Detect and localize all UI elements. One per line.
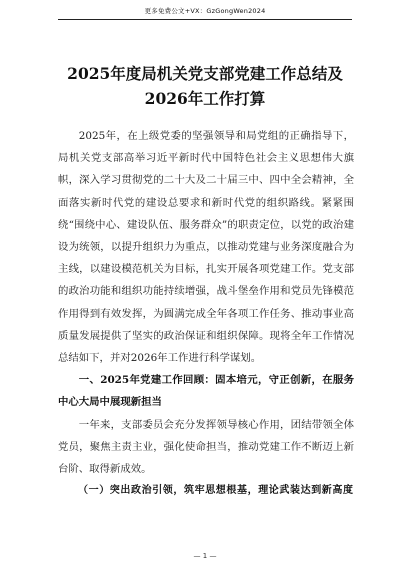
title-line-2: 2026年工作打算	[144, 89, 266, 108]
document-title	[40, 61, 370, 111]
intro-paragraph: 2025年，在上级党委的坚强领导和局党组的正确指导下，局机关党支部高举习近平新时代中国特色社会主义思想伟大旗帜，深入学习贯彻党的二十大及二十届三中、四中全会精神，全面落实新时代党的建设总要求和新时代党的组织路线。紧紧围绕“围绕中心、建设队伍、服务群众”的职责定位，以党的政治建设为统领，以提升组织力为重点，以推动党建与业务深度融合为主线，以建设模范机关为目标，扎实开展各项党建工作。党支部的政治功能和组织功能持续增强，战斗堡垒作用和党员先锋模范作用得到有效发挥，为圆满完成全年各项工作任务、推动事业高质量发展提供了坚实的政治保证和组织保障。现将全年工作情况总结如下，并对2026年工作进行科学谋划。	[58, 130, 354, 365]
subsection-heading-1: （一）突出政治引领，筑牢思想根基，理论武装达到新高度	[78, 485, 354, 497]
title-line-1: 2025年度局机关党支部党建工作总结及	[67, 64, 343, 83]
document-body	[58, 125, 354, 502]
section-paragraph: 一年来，支部委员会充分发挥领导核心作用，团结带领全体党员，聚焦主责主业，强化使命担当，推动党建工作不断迈上新台阶、取得新成效。	[58, 418, 354, 476]
header-divider	[58, 19, 352, 20]
page-number: — 1 —	[193, 552, 217, 560]
header-note: 更多免费公文+VX：GzGongWen2024	[144, 7, 266, 15]
section-heading-1: 一、2025年党建工作回顾：固本培元，守正创新，在服务中心大局中展现新担当	[58, 374, 354, 409]
